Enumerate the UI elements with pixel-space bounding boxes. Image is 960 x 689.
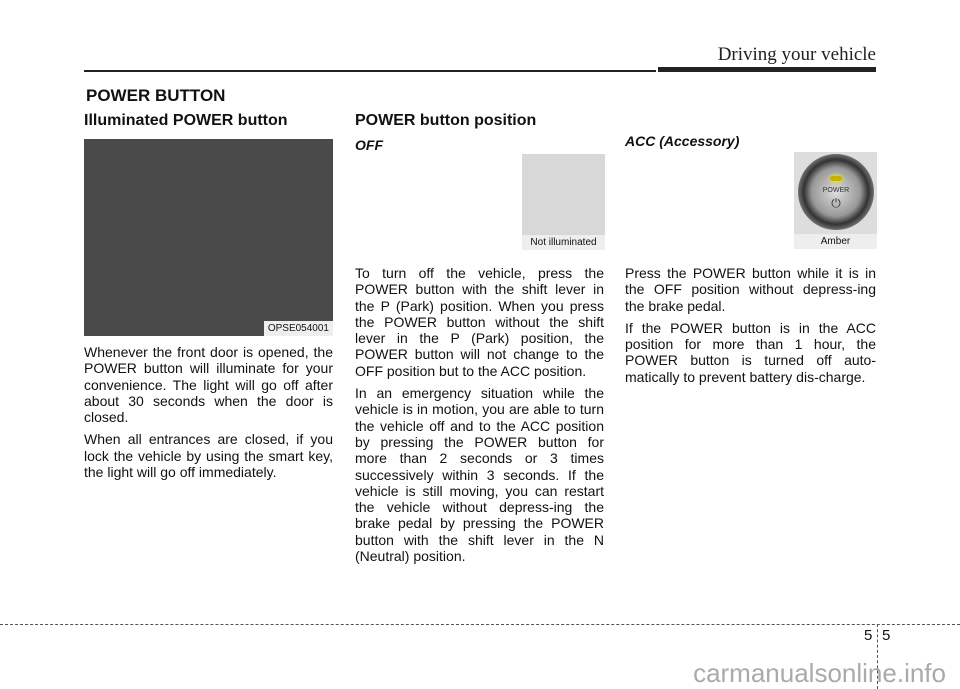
acc-figure bbox=[794, 152, 877, 249]
paragraph: In an emergency situation while the vehicle is in motion, you are able to turn the vehicle off and to the ACC position by pressing the POWER button for more than 2 seconds or 3 times successively within 3 seconds. If the vehicle is still moving, you can restart the vehicle without depress-ing the brake pedal by pressing the POWER button with the shift lever in the N (Neutral) position. bbox=[355, 385, 604, 565]
power-button-image bbox=[798, 154, 874, 230]
paragraph: Press the POWER button while it is in the OFF position without depress-ing the brake pedal. bbox=[625, 265, 876, 314]
header-rule-thick bbox=[658, 67, 876, 72]
button-label: POWER bbox=[822, 187, 850, 194]
footer-rule bbox=[0, 624, 960, 625]
watermark: carmanualsonline.info bbox=[693, 658, 946, 688]
col1-text bbox=[84, 344, 333, 486]
chapter-number: 5 bbox=[864, 627, 873, 644]
col3-text bbox=[625, 265, 876, 391]
paragraph: If the POWER button is in the ACC position for more than 1 hour, the POWER button is turned off auto-matically to prevent battery dis-charge. bbox=[625, 319, 876, 385]
power-icon: ⏻ bbox=[831, 196, 841, 210]
paragraph: Whenever the front door is opened, the POWER button will illuminate for your convenience. The light will go off after about 30 seconds when the door is closed. bbox=[84, 344, 333, 426]
figure-caption: Not illuminated bbox=[522, 235, 605, 250]
page-number: 5 bbox=[882, 627, 891, 644]
image-code: OPSE054001 bbox=[264, 321, 333, 336]
col2-text bbox=[355, 265, 604, 570]
section-title: POWER BUTTON bbox=[86, 86, 226, 105]
amber-led bbox=[830, 176, 842, 181]
header-title: Driving your vehicle bbox=[717, 44, 876, 65]
off-subheading: OFF bbox=[355, 137, 383, 153]
off-figure bbox=[522, 154, 605, 250]
paragraph: To turn off the vehicle, press the POWER button with the shift lever in the P (Park) position. When you press the POWER button without the shift lever in the P (Park) position, the POWER button will not change to the OFF position but to the ACC position. bbox=[355, 265, 604, 379]
power-button-photo bbox=[84, 139, 333, 336]
col2-heading: POWER button position bbox=[355, 112, 537, 129]
paragraph: When all entrances are closed, if you lock the vehicle by using the smart key, the light will go off immediately. bbox=[84, 431, 333, 481]
header-rule bbox=[84, 70, 656, 72]
col1-heading: Illuminated POWER button bbox=[84, 112, 288, 129]
acc-subheading: ACC (Accessory) bbox=[625, 133, 740, 149]
figure-caption: Amber bbox=[794, 234, 877, 249]
